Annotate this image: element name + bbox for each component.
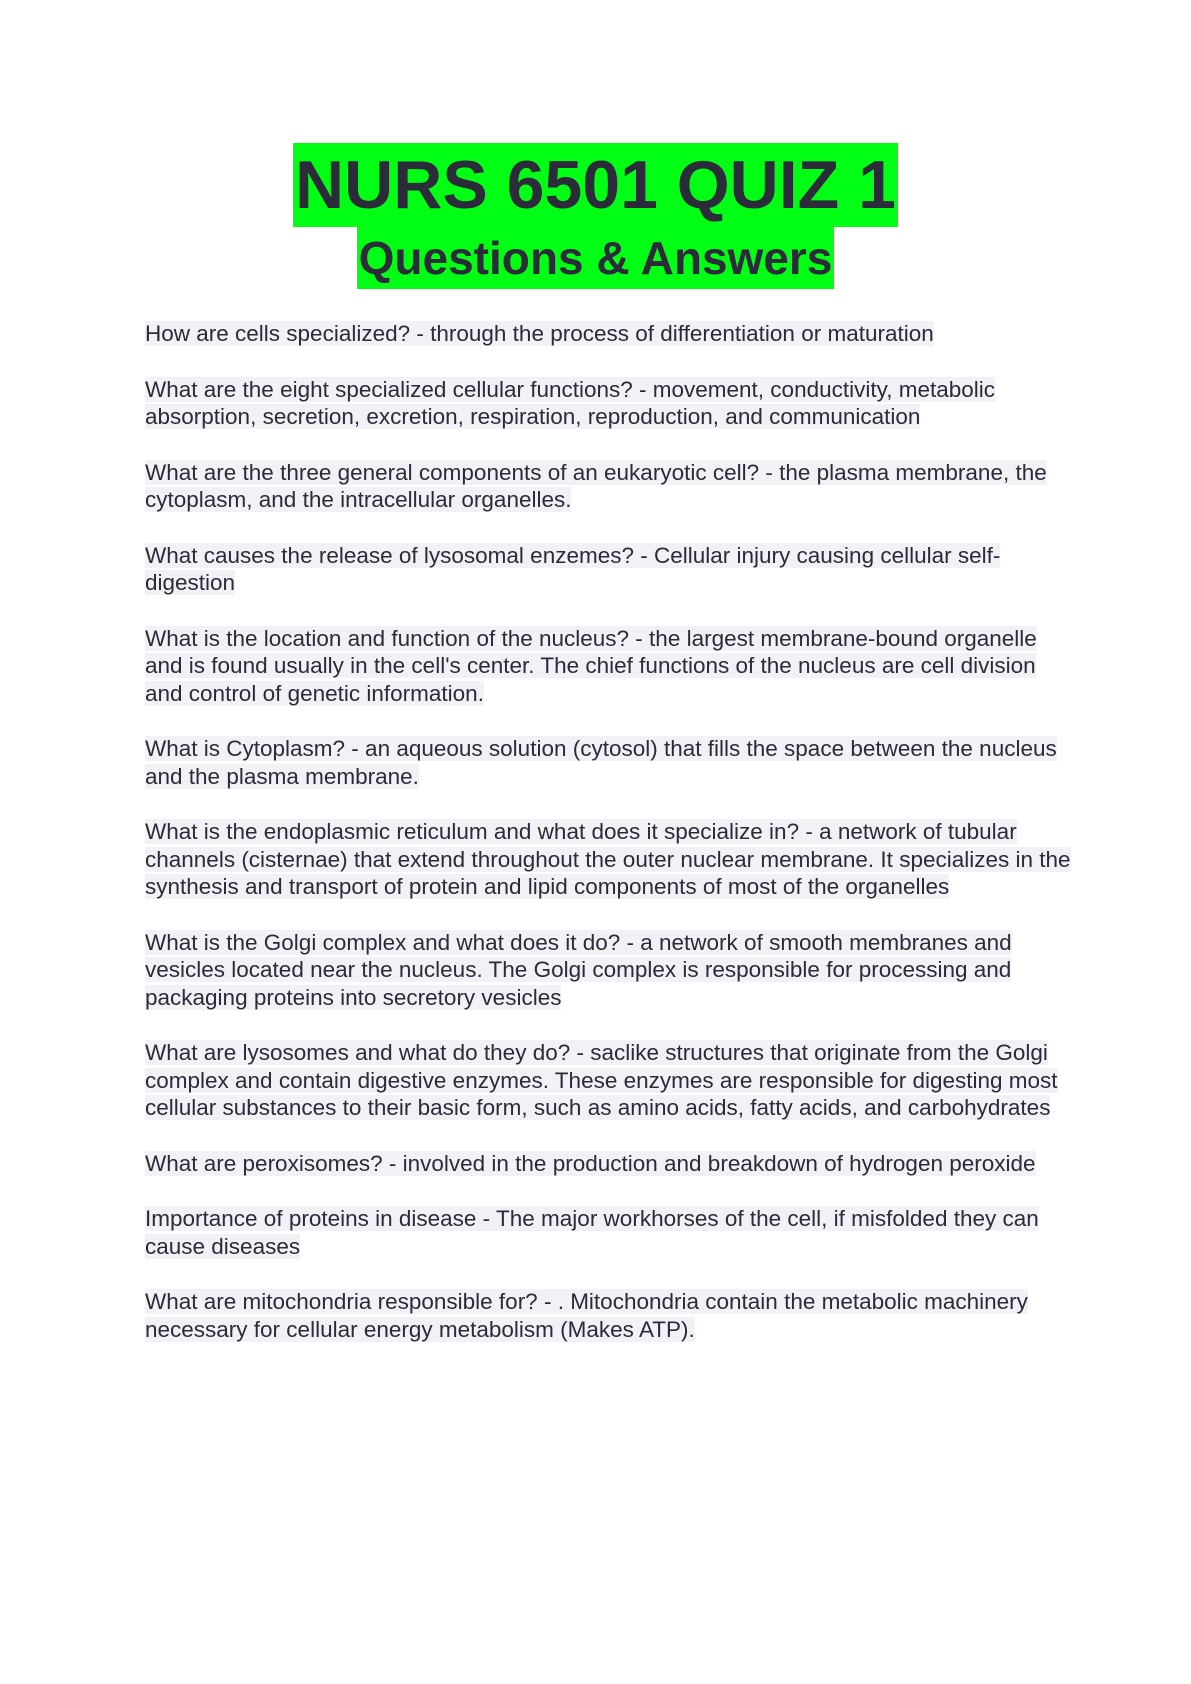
qa-item: What are the eight specialized cellular functions? - movement, conductivity, metabolic absorption, secretion, excretion, respiration, reproduction, and communication xyxy=(145,376,995,429)
document-subtitle: Questions & Answers xyxy=(357,227,835,289)
qa-item: What is the location and function of the nucleus? - the largest membrane-bound organelle and is found usually in the cell's center. The chief functions of the nucleus are cell division and control of genetic information. xyxy=(145,625,1037,706)
qa-item: What is the endoplasmic reticulum and what does it specialize in? - a network of tubular channels (cisternae) that extend throughout the outer nuclear membrane. It specializes in the synthesis and transport of protein and lipid components of most of the organelles xyxy=(145,819,1071,899)
qa-item: Importance of proteins in disease - The major workhorses of the cell, if misfolded they can cause diseases xyxy=(145,1206,1039,1259)
document-title: NURS 6501 QUIZ 1 xyxy=(293,143,898,227)
qa-item: What are the three general components of an eukaryotic cell? - the plasma membrane, the cytoplasm, and the intracellular organelles. xyxy=(145,459,1047,512)
qa-item: How are cells specialized? - through the process of differentiation or maturation xyxy=(145,321,934,346)
qa-item: What are peroxisomes? - involved in the production and breakdown of hydrogen peroxide xyxy=(145,1150,1036,1176)
qa-item: What are lysosomes and what do they do? - saclike structures that originate from the Golgi complex and contain digestive enzymes. These enzymes are responsible for digesting most cellular substances to their basic form, such as amino acids, fatty acids, and carbohydrates xyxy=(145,1040,1058,1120)
qa-item: What is Cytoplasm? - an aqueous solution (cytosol) that fills the space between the nucleus and the plasma membrane. xyxy=(145,736,1057,789)
qa-item: What are mitochondria responsible for? - . Mitochondria contain the metabolic machinery necessary for cellular energy metabolism (Makes ATP). xyxy=(145,1289,1028,1342)
qa-item: What is the Golgi complex and what does it do? - a network of smooth membranes and vesicles located near the nucleus. The Golgi complex is responsible for processing and packaging proteins into secretory vesicles xyxy=(145,929,1012,1010)
title-block xyxy=(0,143,1191,289)
qa-list xyxy=(145,320,1075,1371)
qa-item: What causes the release of lysosomal enzemes? - Cellular injury causing cellular self-digestion xyxy=(145,542,1001,595)
